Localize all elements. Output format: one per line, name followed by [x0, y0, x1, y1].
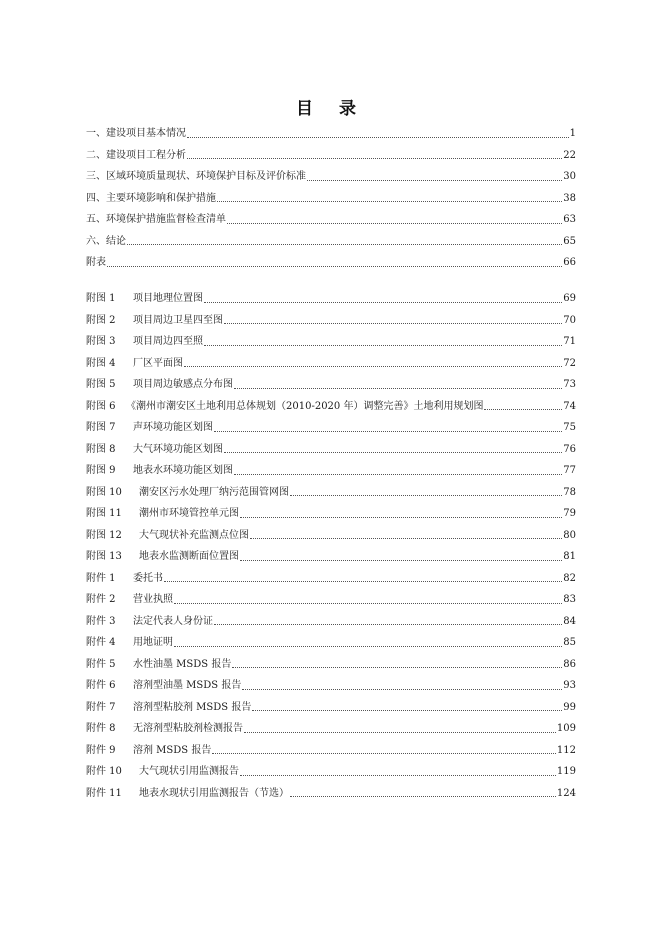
figure-prefix: 附图 1	[86, 293, 116, 304]
leader-dots	[307, 180, 562, 181]
attachment-prefix: 附件 7	[86, 701, 116, 713]
toc-attachment-entry[interactable]	[86, 611, 576, 633]
toc-figure-entry[interactable]	[86, 482, 576, 504]
leader-dots	[224, 452, 562, 453]
attachment-title: 无溶剂型粘胶剂检测报告	[133, 723, 243, 734]
attachment-prefix: 附件 4	[86, 637, 116, 648]
toc-entry-label: 三、区域环境质量现状、环境保护目标及评价标准	[86, 171, 306, 182]
figure-prefix: 附图 2	[86, 314, 116, 326]
leader-dots	[240, 775, 556, 776]
figure-prefix: 附图 8	[86, 443, 116, 455]
toc-attachment-entry[interactable]	[86, 632, 576, 654]
figure-title: 地表水环境功能区划图	[133, 465, 233, 476]
leader-dots	[187, 137, 569, 138]
toc-entry[interactable]	[86, 209, 576, 231]
figure-prefix: 附图 10	[86, 486, 122, 498]
toc-figure-entry[interactable]	[86, 525, 576, 547]
toc-attachment-entry[interactable]	[86, 589, 576, 611]
figure-title: 声环境功能区划图	[133, 422, 213, 433]
figure-page: 80	[563, 529, 576, 541]
figure-title: 项目地理位置图	[133, 293, 203, 304]
leader-dots	[107, 266, 562, 267]
figure-page: 79	[563, 508, 576, 519]
leader-dots	[290, 495, 562, 496]
toc-figure-entry[interactable]	[86, 503, 576, 525]
figure-prefix: 附图 5	[86, 379, 116, 390]
attachment-title: 大气现状引用监测报告	[139, 766, 239, 777]
figure-page: 81	[563, 551, 576, 562]
toc-entry[interactable]	[86, 123, 576, 145]
toc-figure-entry[interactable]	[86, 288, 576, 310]
figure-page: 73	[563, 379, 576, 390]
toc-attachment-entry[interactable]	[86, 783, 576, 805]
figure-title: 厂区平面图	[133, 357, 183, 369]
figure-page: 74	[563, 400, 576, 412]
leader-dots	[214, 624, 562, 625]
leader-dots	[127, 244, 562, 245]
leader-dots	[234, 474, 562, 475]
leader-dots	[174, 603, 562, 604]
figure-page: 75	[563, 422, 576, 433]
leader-dots	[290, 796, 556, 797]
toc-entry-label: 二、建设项目工程分析	[86, 149, 186, 161]
attachment-title: 地表水现状引用监测报告（节选）	[139, 787, 289, 799]
toc-attachment-entry[interactable]	[86, 697, 576, 719]
toc-entry-label: 一、建设项目基本情况	[86, 128, 186, 139]
attachment-page: 119	[556, 766, 576, 777]
figure-prefix: 附图 11	[86, 508, 122, 519]
attachment-title: 用地证明	[133, 637, 173, 648]
attachment-title: 法定代表人身份证	[133, 615, 213, 627]
leader-dots	[242, 689, 562, 690]
figure-page: 78	[563, 486, 576, 498]
figure-title: 项目周边敏感点分布图	[133, 379, 233, 390]
attachment-page: 82	[563, 572, 576, 584]
figure-title: 潮州市环境管控单元图	[139, 508, 239, 519]
figure-prefix: 附图 4	[86, 357, 116, 369]
figure-title: 地表水监测断面位置图	[139, 551, 239, 562]
figure-page: 77	[563, 465, 576, 476]
leader-dots	[234, 388, 562, 389]
toc-entry-label: 五、环境保护措施监督检查清单	[86, 214, 226, 225]
toc-entry[interactable]	[86, 252, 576, 274]
figure-page: 72	[563, 357, 576, 369]
attachment-page: 112	[556, 744, 576, 756]
leader-dots	[164, 581, 562, 582]
figure-page: 76	[563, 443, 576, 455]
toc-attachment-entry[interactable]	[86, 675, 576, 697]
figure-page: 71	[563, 336, 576, 347]
toc-figure-entry[interactable]	[86, 353, 576, 375]
leader-dots	[484, 409, 562, 410]
page-title: 目 录	[296, 99, 366, 119]
figure-prefix: 附图 12	[86, 529, 122, 541]
toc-figure-entry[interactable]	[86, 460, 576, 482]
toc-figure-entry[interactable]	[86, 396, 576, 418]
attachment-prefix: 附件 6	[86, 680, 116, 691]
attachment-prefix: 附件 5	[86, 658, 116, 670]
attachment-page: 109	[556, 723, 576, 734]
attachment-title: 水性油墨 MSDS 报告	[133, 658, 232, 670]
leader-dots	[250, 538, 562, 539]
figure-prefix: 附图 3	[86, 336, 116, 347]
toc-entry-page: 1	[569, 128, 576, 139]
leader-dots	[240, 560, 562, 561]
attachment-title: 委托书	[133, 572, 163, 584]
leader-dots	[240, 517, 562, 518]
toc-entry-page: 66	[563, 257, 576, 268]
leader-dots	[187, 158, 562, 159]
toc-entry[interactable]	[86, 188, 576, 210]
toc-appendices	[86, 288, 576, 804]
figure-prefix: 附图 13	[86, 551, 122, 562]
attachment-page: 124	[556, 787, 576, 799]
leader-dots	[224, 323, 562, 324]
toc-figure-entry[interactable]	[86, 417, 576, 439]
leader-dots	[212, 753, 556, 754]
figure-title: 项目周边四至照	[133, 336, 203, 347]
toc-figure-entry[interactable]	[86, 546, 576, 568]
attachment-page: 99	[563, 701, 576, 713]
toc-attachment-entry[interactable]	[86, 761, 576, 783]
attachment-page: 86	[563, 658, 576, 670]
leader-dots	[204, 345, 562, 346]
toc-entry-label: 六、结论	[86, 235, 126, 247]
figure-page: 69	[563, 293, 576, 304]
attachment-title: 溶剂型粘胶剂 MSDS 报告	[133, 701, 252, 713]
figure-title: 潮安区污水处理厂纳污范围管网图	[139, 486, 289, 498]
attachment-prefix: 附件 10	[86, 766, 122, 777]
toc-entry-label: 四、主要环境影响和保护措施	[86, 192, 216, 204]
attachment-page: 83	[563, 594, 576, 605]
leader-dots	[232, 667, 562, 668]
figure-title: 项目周边卫星四至图	[133, 314, 223, 326]
figure-prefix: 附图 6	[86, 400, 116, 412]
toc-entry-page: 30	[563, 171, 576, 182]
figure-prefix: 附图 9	[86, 465, 116, 476]
attachment-page: 85	[563, 637, 576, 648]
toc-entry[interactable]	[86, 231, 576, 253]
leader-dots	[174, 646, 562, 647]
leader-dots	[214, 431, 562, 432]
leader-dots	[244, 732, 556, 733]
toc-attachment-entry[interactable]	[86, 740, 576, 762]
attachment-prefix: 附件 11	[86, 787, 122, 799]
toc-attachment-entry[interactable]	[86, 654, 576, 676]
figure-title: 大气现状补充监测点位图	[139, 529, 249, 541]
toc-figure-entry[interactable]	[86, 439, 576, 461]
leader-dots	[217, 201, 562, 202]
attachment-prefix: 附件 1	[86, 572, 116, 584]
attachment-title: 溶剂型油墨 MSDS 报告	[133, 680, 242, 691]
leader-dots	[204, 302, 562, 303]
toc-entry-label: 附表	[86, 257, 106, 268]
toc-attachment-entry[interactable]	[86, 568, 576, 590]
attachment-prefix: 附件 9	[86, 744, 116, 756]
toc-entry-page: 63	[563, 214, 576, 225]
toc-entry[interactable]	[86, 145, 576, 167]
toc-attachment-entry[interactable]	[86, 718, 576, 740]
leader-dots	[252, 710, 562, 711]
toc-entry-page: 65	[563, 235, 576, 247]
attachment-page: 93	[563, 680, 576, 691]
leader-dots	[184, 366, 562, 367]
toc-figure-entry[interactable]	[86, 310, 576, 332]
figure-page: 70	[563, 314, 576, 326]
attachment-prefix: 附件 2	[86, 594, 116, 605]
attachment-prefix: 附件 3	[86, 615, 116, 627]
toc-entry[interactable]	[86, 166, 576, 188]
attachment-page: 84	[563, 615, 576, 627]
figure-title: 大气环境功能区划图	[133, 443, 223, 455]
toc-figure-entry[interactable]	[86, 331, 576, 353]
attachment-title: 营业执照	[133, 594, 173, 605]
toc-sections	[86, 123, 576, 274]
toc-entry-page: 38	[563, 192, 576, 204]
attachment-title: 溶剂 MSDS 报告	[133, 744, 212, 756]
leader-dots	[227, 223, 562, 224]
figure-title: 《潮州市潮安区土地利用总体规划（2010-2020 年）调整完善》土地利用规划图	[126, 400, 484, 412]
toc-figure-entry[interactable]	[86, 374, 576, 396]
attachment-prefix: 附件 8	[86, 723, 116, 734]
figure-prefix: 附图 7	[86, 422, 116, 433]
toc-entry-page: 22	[563, 149, 576, 161]
